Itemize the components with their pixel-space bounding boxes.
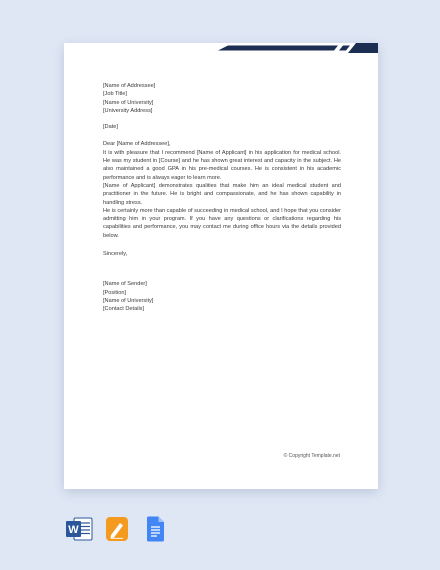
copyright-footer: © Copyright Template.net [283, 453, 340, 459]
paragraph-1: It is with pleasure that I recommend [Name of Applicant] in his application for medical school. He was my student in [Course] and he has shown great interest and capacity in the subject. He also maintained a good GPA in his pre-medical courses. He is consistent in his academic performance and is always eager to learn more. [103, 149, 341, 181]
addressee-address: [University Address] [103, 107, 153, 114]
addressee-name: [Name of Addressee] [103, 83, 156, 89]
addressee-university: [Name of University] [103, 99, 154, 106]
sender-position: [Position] [103, 289, 127, 296]
letter-body [103, 82, 341, 314]
google-docs-icon[interactable] [146, 516, 165, 542]
sender-name: [Name of Sender] [103, 281, 147, 288]
date-line: [Date] [103, 124, 118, 131]
letter-page [64, 43, 378, 489]
word-icon[interactable] [65, 516, 93, 542]
sender-contact: [Contact Details] [103, 306, 145, 313]
sender-block [103, 280, 341, 313]
salutation: Dear [Name of Addressee], [103, 141, 171, 148]
closing: Sincerely, [103, 251, 128, 258]
header-decoration-bar [218, 43, 378, 53]
pages-icon[interactable] [105, 516, 129, 542]
sender-university: [Name of University] [103, 297, 154, 304]
addressee-job-title: [Job Title] [103, 91, 127, 98]
addressee-block [103, 82, 341, 115]
word-icon-letter: W [68, 523, 79, 536]
paragraph-2: [Name of Applicant] demonstrates qualities that make him an ideal medical student and practitioner in the future. He is bright and compassionate, and he has shown capability in handling stress. [103, 182, 341, 206]
paragraph-3: He is certainly more than capable of succeeding in medical school, and I hope that you consider admitting him in your program. If you have any questions or clarifications regarding his capabilities and performance, you may contact me during office hours via the details provided below. [103, 207, 341, 239]
